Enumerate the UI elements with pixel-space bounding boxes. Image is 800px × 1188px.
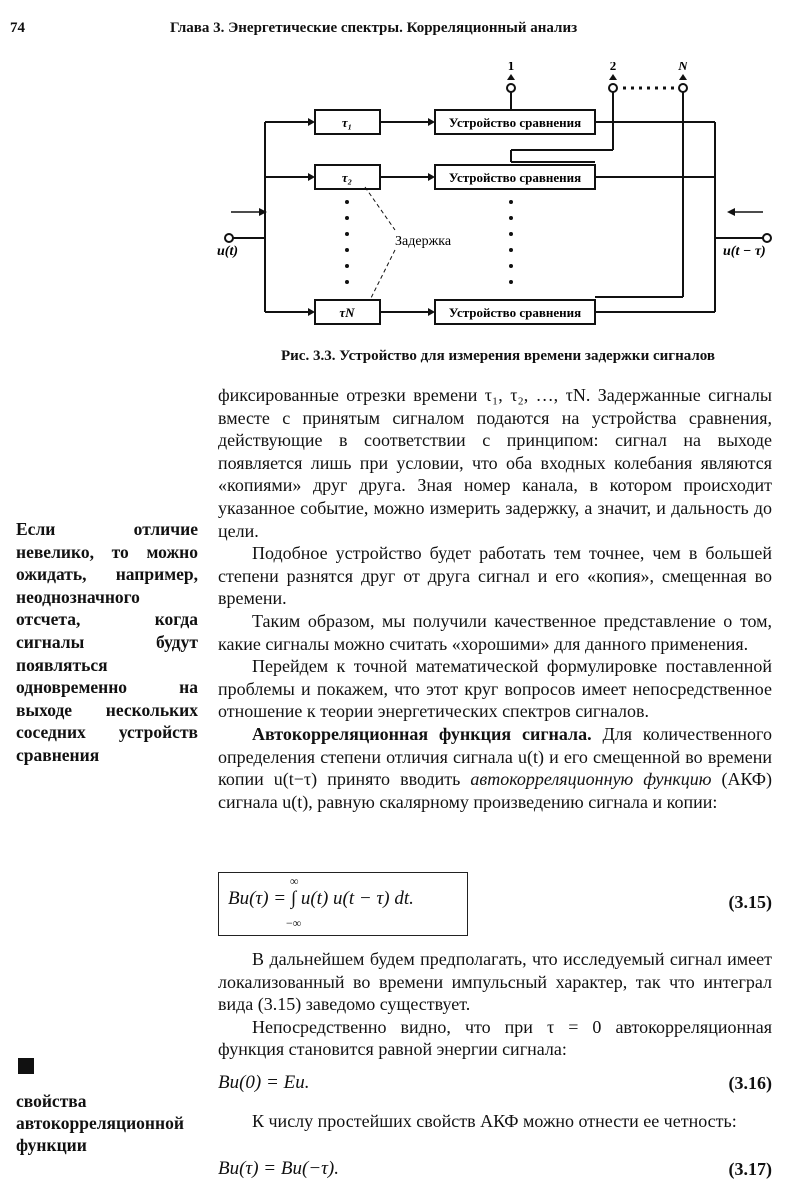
delay-label-2: τ₂ [341,170,353,185]
paragraph-7: Непосредственно видно, что при τ = 0 автокорреляционная функция становится равной энергии сигнала: [218,1016,772,1060]
output-label-2: 2 [609,62,617,73]
paragraph-8: К числу простейших свойств АКФ можно отнести ее четность: [252,1111,737,1131]
main-text-column-2 [218,948,772,1061]
equation-number-3-16: (3.16) [728,1073,772,1093]
running-title: Глава 3. Энергетические спектры. Корреляционный анализ [170,20,578,36]
paragraph-2: Подобное устройство будет работать тем точнее, чем в большей степени разнятся друг от друга сигнал и его «копия», смещенная во времени. [218,543,772,609]
formula-3-16: Bu(0) = Eu. [218,1072,310,1093]
paragraph-3: Таким образом, мы получили качественное представление о том, какие сигналы можно считать «хорошими» для данного применения. [218,610,772,654]
section-marker-icon [18,1058,34,1074]
output-label-n: N [678,62,688,73]
equation-number-3-17: (3.17) [728,1159,772,1179]
acf-heading: Автокорреляционная функция сигнала. [252,723,592,744]
figure-caption: Рис. 3.3. Устройство для измерения времени задержки сигналов [281,348,715,364]
delay-box-2 [315,165,380,189]
comparator-n [435,300,595,324]
formula-3-17: Bu(τ) = Bu(−τ). [218,1158,340,1179]
comparator-1 [435,110,595,134]
delay-caption: Задержка [395,234,452,249]
delay-label-n: τN [339,305,355,320]
delay-label-1: τ₁ [341,115,353,130]
page-header [10,20,790,42]
paragraph-5-part-a: Для количественного определения степени отличия сигнала u(t) и его смещенной во времени копии u(t−τ) принято вводить [218,723,772,790]
paragraph-1: фиксированные отрезки времени τ₁, τ₂, …, τN. Задержанные сигналы вместе с принятым сигналом подаются на устройства сравнения, действующие в соответствии с принципом: сигнал на выходе появляется лишь при условии, что оба входных колебания являются «копиями» друг друга. Зная номер канала, в котором происходит указанное событие, можно измерить задержку, а значит, и дальность до цели. [218,385,772,541]
comparator-2 [435,165,595,189]
comparator-label-1: Устройство сравнения [448,115,582,130]
paragraph-4: Перейдем к точной математической формулировке поставленной проблемы и покажем, что этот круг вопросов имеет непосредственное отношение к теории энергетических спектров сигналов. [218,656,772,722]
comparator-label-n: Устройство сравнения [448,305,582,320]
delay-box-n [315,300,380,324]
main-text-column-3 [218,1110,772,1133]
integral-upper-limit: ∞ [290,874,299,888]
input-signal-label: u(t) [217,244,238,259]
margin-note-1: Если отличие невелико, то можно ожидать, например, неоднозначного отсчета, когда сигналы будут появляться одновременно на выходе нескольких соседних устройств сравнения [16,519,198,765]
output-label-1: 1 [507,62,515,73]
paragraph-5 [218,723,772,813]
page-number: 74 [10,20,25,36]
delayed-signal-label: u(t − τ) [723,244,766,259]
formula-3-15 [228,874,414,930]
paragraph-6: В дальнейшем будем предполагать, что исследуемый сигнал имеет локализованный во времени импульсный характер, так что интеграл вида (3.15) заведомо существует. [218,949,772,1015]
paragraph-5-part-b: (АКФ) сигнала u(t), равную скалярному произведению сигнала и копии: [218,769,772,812]
equation-number-3-15: (3.15) [728,892,772,912]
formula-3-15-text: Bu(τ) = ∫ u(t) u(t − τ) dt. [228,888,414,909]
delay-box-1 [315,110,380,134]
acf-term: автокорреляционную функцию [470,769,712,790]
margin-note-2: свойства автокорреляционной функции [16,1091,184,1155]
comparator-label-2: Устройство сравнения [448,170,582,185]
main-text-column [218,384,772,813]
integral-lower-limit: −∞ [286,916,302,930]
delay-measurement-diagram [215,62,780,342]
